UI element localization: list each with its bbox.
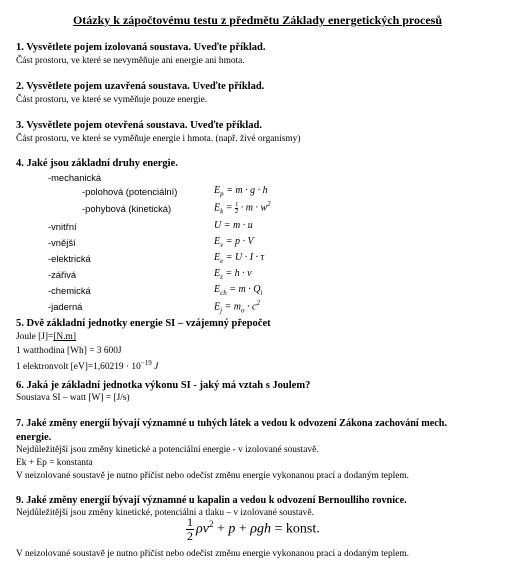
electronvolt-exponent: −19 [140,359,152,367]
bernoulli-equation: $\frac{1}{2} \rho v^2 + p + \rho gh$ = konst. [187,515,320,543]
energy-type-potential: -polohová (potenciální) [82,186,178,197]
answer-9-line-1: Nejdůležitější jsou změny kinetické, potenciální a tlaku – v izolované soustavě. [16,508,314,518]
electronvolt-unit: J [154,362,159,373]
question-7-line-2: energie. [16,432,52,443]
question-6: 6. Jaká je základní jednotka výkonu SI - jaký má vztah s Joulem? [16,380,311,391]
equation-radiant: $E_z = h \cdot \nu$ [214,268,252,281]
equation-kinetic: $E_k$ = $\frac{1}{2} \cdot m \cdot w^2$ [214,200,271,216]
answer-7-equation: Ek + Ep = konstanta [16,458,93,468]
answer-1: Část prostoru, ve které se nevyměňuje ani energie ani hmota. [16,56,245,66]
energy-type-radiant: -zářivá [48,269,77,280]
equation-chemical: $E_{ch} = m \cdot Q_i$ [214,284,263,297]
joule-unit: [N.m] [53,332,76,342]
watthour-conversion: 1 watthodina [Wh] = 3 600J [16,346,122,356]
question-1: 1. Vysvětlete pojem izolovaná soustava. Uveďte příklad. [16,42,266,53]
answer-6: Soustava SI – watt [W] = [J/s) [16,393,130,403]
electronvolt-value: 1 elektronvolt [eV]=1,60219 · 10 [16,362,141,373]
electronvolt-conversion [16,359,158,372]
energy-type-mechanical: -mechanická [48,172,102,183]
question-3: 3. Vysvětlete pojem otevřená soustava. Uveďte příklad. [16,120,262,131]
answer-7-line-3: V neizolované soustavě je nutno přičíst nebo odečíst změnu energie vykonanou prací a dodaným teplem. [16,471,410,481]
answer-2: Část prostoru, ve které se vyměňuje pouze energie. [16,95,208,105]
question-4: 4. Jaké jsou základní druhy energie. [16,158,178,169]
energy-type-internal: -vnitřní [48,221,77,232]
answer-3: Část prostoru, ve které se vyměňuje energie i hmota. (např. živé organismy) [16,134,301,144]
energy-type-nuclear: -jaderná [48,301,83,312]
question-5: 5. Dvě základní jednotky energie SI – vzájemný přepočet [16,318,271,329]
question-2: 2. Vysvětlete pojem uzavřená soustava. Uveďte příklad. [16,81,265,92]
energy-type-chemical: -chemická [48,285,91,296]
energy-type-external: -vnější [48,237,76,248]
document-title: Otázky k zápočtovému testu z předmětu Základy energetických procesů [72,13,443,27]
answer-9-line-2: V neizolované soustavě je nutno přičíst nebo odečíst změnu energie vykonanou prací a dodaným teplem. [16,549,410,559]
question-7-line-1: 7. Jaké změny energií bývají významné u tuhých látek a vedou k odvození Zákona zachování mech. [16,418,447,429]
energy-type-kinetic: -pohybová (kinetická) [82,203,172,214]
energy-type-electric: -elektrická [48,253,91,264]
equation-internal: U = m · u [214,220,253,231]
question-9: 9. Jaké změny energií bývají významné u kapalin a vedou k odvození Bernoulliho rovnice. [16,495,407,506]
equation-electric: $E_e = U \cdot I \cdot \tau$ [214,252,265,265]
joule-label: Joule [J]= [16,332,54,342]
equation-external: $E_v = p \cdot V$ [214,236,254,249]
answer-7-line-1: Nejdůležitější jsou změny kinetické a potenciální energie - v izolované soustavě. [16,445,319,455]
joule-definition [16,332,76,342]
equation-nuclear: $E_j = m_o \cdot c^2$ [214,299,260,315]
equation-potential: $E_p = m \cdot g \cdot h$ [214,185,268,198]
